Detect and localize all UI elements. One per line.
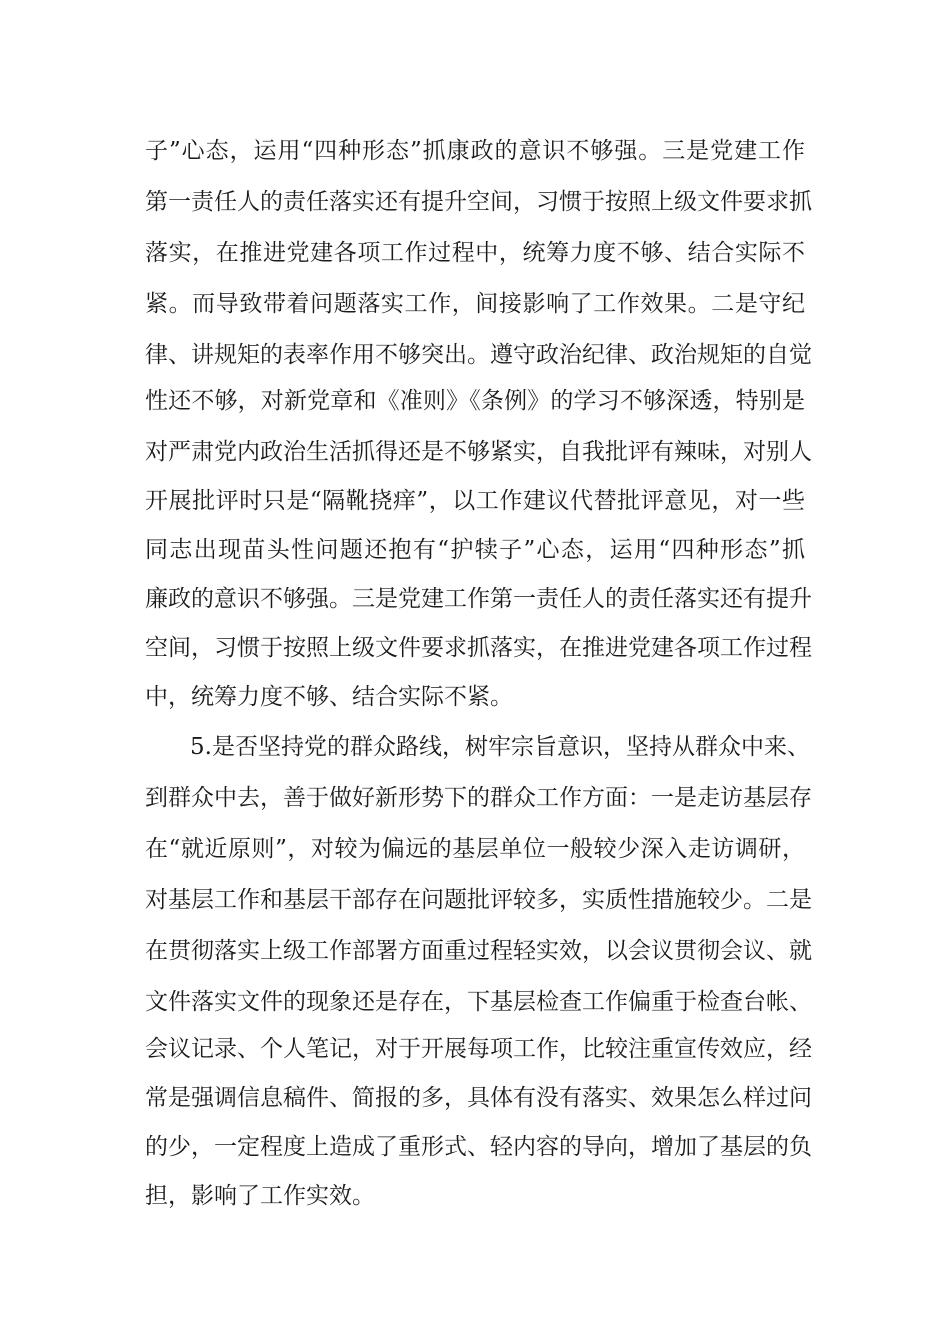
text-line: 空间，习惯于按照上级文件要求抓落实，在推进党建各项工作过程 bbox=[145, 635, 812, 661]
text-line: 的少，一定程度上造成了重形式、轻内容的导向，增加了基层的负 bbox=[145, 1134, 812, 1160]
text-line: 落实，在推进党建各项工作过程中，统筹力度不够、结合实际不 bbox=[145, 240, 805, 266]
text-line: 性还不够，对新党章和《准则》《条例》的学习不够深透，特别是 bbox=[145, 388, 805, 414]
text-line: 文件落实文件的现象还是存在，下基层检查工作偏重于检查台帐、 bbox=[145, 989, 812, 1015]
text-line: 担，影响了工作实效。 bbox=[145, 1183, 375, 1209]
text-line: 在贯彻落实上级工作部署方面重过程轻实效，以会议贯彻会议、就 bbox=[145, 938, 812, 964]
text-line: 同志出现苗头性问题还抱有“护犊子”心态，运用“四种形态”抓 bbox=[145, 537, 805, 563]
text-line: 对严肃党内政治生活抓得还是不够紧实，自我批评有辣味，对别人 bbox=[145, 439, 812, 465]
text-line: 到群众中去，善于做好新形势下的群众工作方面：一是走访基层存 bbox=[145, 785, 812, 811]
text-line: 律、讲规矩的表率作用不够突出。遵守政治纪律、政治规矩的自觉 bbox=[145, 342, 812, 368]
text-line: 中，统筹力度不够、结合实际不紧。 bbox=[145, 684, 513, 710]
text-line: 子”心态，运用“四种形态”抓康政的意识不够强。三是党建工作 bbox=[145, 138, 805, 164]
text-line: 会议记录、个人笔记，对于开展每项工作，比较注重宣传效应，经 bbox=[145, 1036, 812, 1062]
text-line: 在“就近原则”，对较为偏远的基层单位一般较少深入走访调研， bbox=[145, 836, 805, 862]
text-line: 对基层工作和基层干部存在问题批评较多，实质性措施较少。二是 bbox=[145, 887, 812, 913]
text-line: 廉政的意识不够强。三是党建工作第一责任人的责任落实还有提升 bbox=[145, 586, 812, 612]
text-line: 常是强调信息稿件、简报的多，具体有没有落实、效果怎么样过问 bbox=[145, 1085, 812, 1111]
text-line: 紧。而导致带着问题落实工作，间接影响了工作效果。二是守纪 bbox=[145, 291, 805, 317]
text-line: 第一责任人的责任落实还有提升空间，习惯于按照上级文件要求抓 bbox=[145, 189, 812, 215]
text-line: 开展批评时只是“隔靴挠痒”，以工作建议代替批评意见，对一些 bbox=[145, 488, 805, 514]
section-5-heading-line: 5.是否坚持党的群众路线，树牢宗旨意识，坚持从群众中来、 bbox=[190, 734, 810, 760]
